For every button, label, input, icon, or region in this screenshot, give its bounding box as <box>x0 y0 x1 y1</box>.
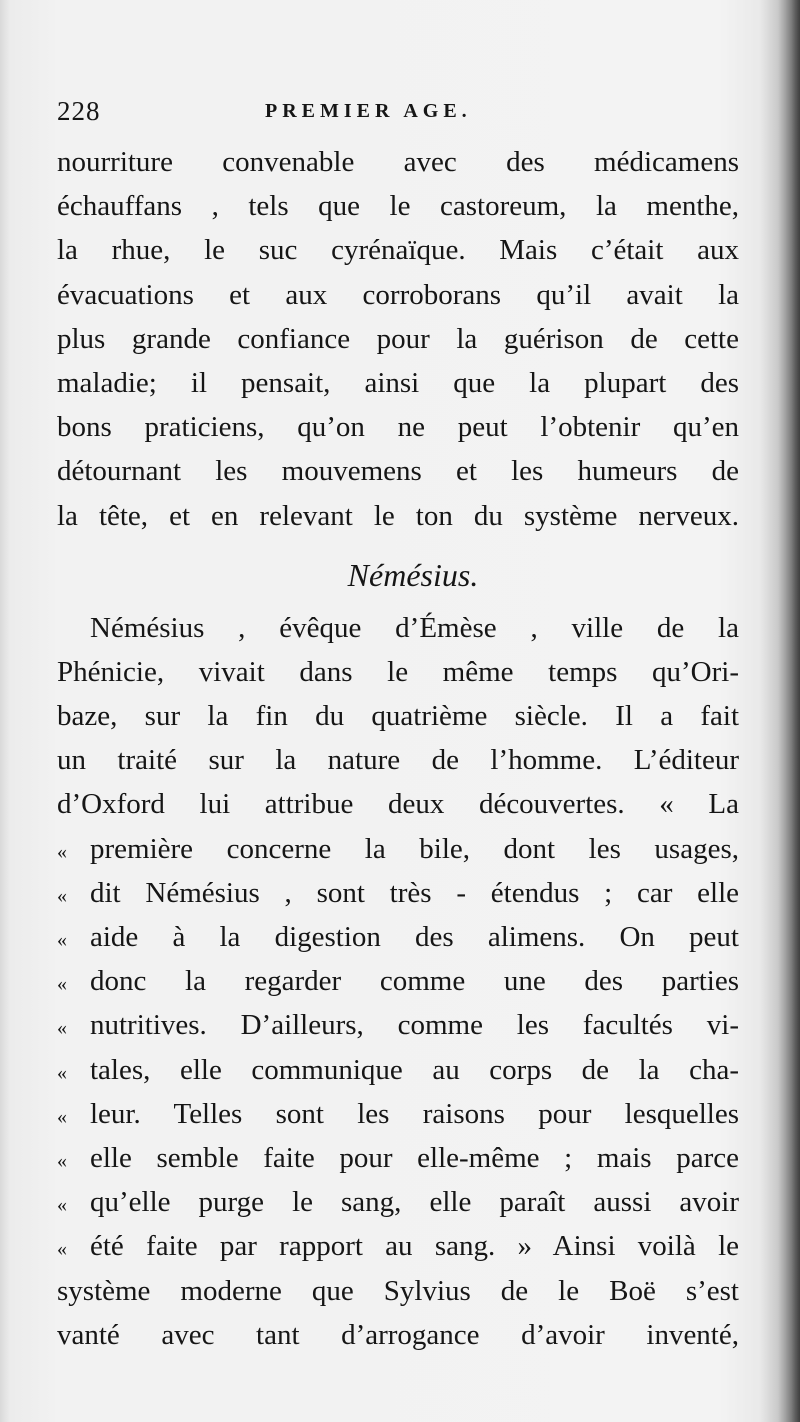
text-line: évacuations et aux corroborans qu’il avait la <box>57 278 739 311</box>
quoted-line <box>57 1003 739 1047</box>
page-header <box>57 96 747 136</box>
text-line: plus grande confiance pour la guérison de cette <box>57 322 739 355</box>
quoted-text: leur. Telles sont les raisons pour lesquelles <box>90 1097 739 1130</box>
text-line: échauffans , tels que le castoreum, la menthe, <box>57 190 739 223</box>
quoted-line <box>57 827 739 871</box>
quoted-line <box>57 1224 739 1268</box>
running-head: PREMIER AGE. <box>265 100 472 122</box>
quote-mark: « <box>57 1238 67 1261</box>
text-line: système moderne que Sylvius de le Boë s’est <box>57 1274 739 1307</box>
text-line: un traité sur la nature de l’homme. L’éditeur <box>57 744 739 777</box>
text-line: bons praticiens, qu’on ne peut l’obtenir qu’en <box>57 411 739 444</box>
text-line: vanté avec tant d’arrogance d’avoir inventé, <box>57 1318 739 1351</box>
text-line: baze, sur la fin du quatrième siècle. Il a fait <box>57 700 739 733</box>
binding-shadow <box>778 0 800 1422</box>
quote-mark: « <box>57 1017 67 1040</box>
text-line: maladie; il pensait, ainsi que la plupart des <box>57 366 739 399</box>
text-line: Némésius , évêque d’Émèse , ville de la <box>90 611 739 644</box>
text-line: la rhue, le suc cyrénaïque. Mais c’était aux <box>57 234 739 267</box>
quote-mark: « <box>57 1194 67 1217</box>
quoted-text: aide à la digestion des alimens. On peut <box>90 921 739 953</box>
quoted-line <box>57 1180 739 1224</box>
quote-mark: « <box>57 1061 67 1084</box>
quoted-text: donc la regarder comme une des parties <box>90 965 739 998</box>
quote-mark: « <box>57 884 67 907</box>
quoted-text: qu’elle purge le sang, elle paraît aussi avoir <box>90 1186 739 1219</box>
text-line: nourriture convenable avec des médicamens <box>57 146 739 178</box>
quoted-text: tales, elle communique au corps de la cha- <box>90 1053 739 1086</box>
quoted-line <box>57 915 739 959</box>
quoted-line <box>57 1092 739 1136</box>
quoted-text: elle semble faite pour elle-même ; mais parce <box>90 1141 739 1174</box>
section-title: Némésius. <box>347 556 479 593</box>
quote-mark: « <box>57 1149 67 1172</box>
quoted-line <box>57 1136 739 1180</box>
quoted-line <box>57 1048 739 1092</box>
body-text <box>57 140 739 1357</box>
text-line: détournant les mouvemens et les humeurs de <box>57 455 739 488</box>
quote-mark: « <box>57 1105 67 1128</box>
quote-mark: « <box>57 929 67 951</box>
text-line: Phénicie, vivait dans le même temps qu’Ori- <box>57 655 739 688</box>
quoted-line <box>57 871 739 915</box>
quoted-text: été faite par rapport au sang. » Ainsi voilà le <box>90 1230 739 1263</box>
quoted-text: nutritives. D’ailleurs, comme les facultés vi- <box>90 1009 739 1042</box>
quoted-text: première concerne la bile, dont les usages, <box>90 832 739 865</box>
quoted-line <box>57 959 739 1003</box>
page-number: 228 <box>57 96 101 126</box>
text-line: d’Oxford lui attribue deux découvertes. « La <box>57 788 739 821</box>
quote-mark: « <box>57 973 67 996</box>
quoted-text: dit Némésius , sont très - étendus ; car elle <box>90 876 739 909</box>
text-line: la tête, et en relevant le ton du système nerveux. <box>57 499 739 532</box>
quote-mark: « <box>57 840 67 863</box>
